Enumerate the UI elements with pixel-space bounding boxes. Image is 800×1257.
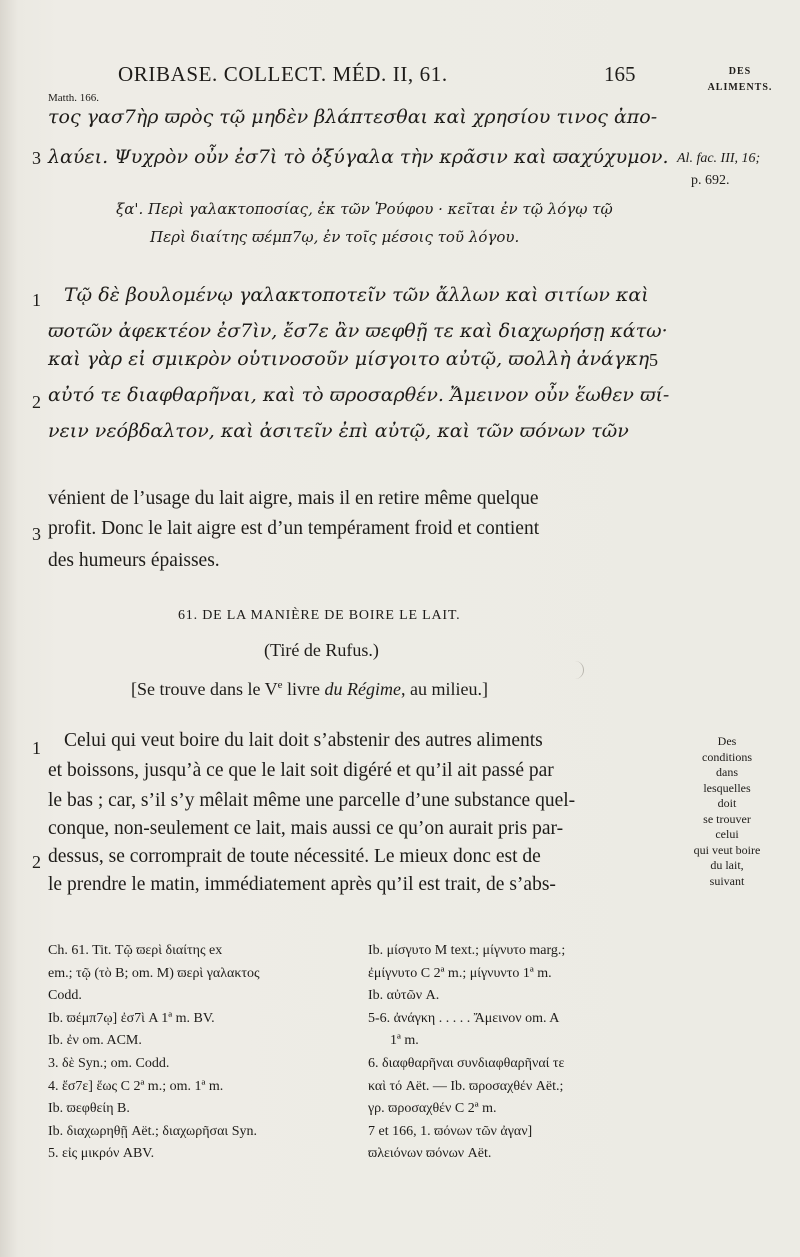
- line-number: 2: [32, 392, 41, 412]
- greek-line: καὶ γὰρ εἰ σμικρὸν οὑτινοσοῦν μίσγοιτο αὐτῷ, ϖολλὴ ἀνάγκη: [48, 348, 650, 370]
- margin-summary-line: doit: [717, 796, 737, 810]
- apparatus-note: 5. εἰς μικρόν ABV.: [48, 1146, 155, 1162]
- margin-summary: [672, 734, 782, 889]
- greek-line: αὐτό τε διαφθαρῆναι, καὶ τὸ ϖροσαρθέν. Ἄμεινον οὖν ἕωθεν ϖί-: [48, 384, 670, 406]
- apparatus-note: 5-6. ἀνάγκη . . . . . Ἄμεινον om. A: [368, 1010, 560, 1026]
- apparatus-right: [368, 940, 658, 1166]
- greek-line: λαύει. Ψυχρὸν οὖν ἐσ7ὶ τὸ ὀξύγαλα τὴν κρᾶσιν καὶ ϖαχύχυμον.: [48, 146, 669, 168]
- line-number: 5: [649, 350, 658, 370]
- margin-summary-line: dans: [716, 765, 738, 779]
- source-reference: [677, 148, 797, 192]
- french-line: le bas ; car, s’il s’y mêlait même une parcelle d’une substance quel-: [48, 790, 576, 811]
- note-text: [Se trouve dans le V: [131, 679, 278, 699]
- line-number: 1: [32, 290, 41, 310]
- margin-summary-line: Des: [717, 734, 737, 748]
- source-reference-line: Al. fac. III, 16;: [677, 151, 761, 166]
- margin-heading-line: ALIMENTS.: [707, 82, 773, 93]
- apparatus-note: Ib. αὐτῶν A.: [368, 988, 440, 1004]
- page-number: 165: [604, 62, 636, 86]
- apparatus-note: Ch. 61. Tit. Τῷ ϖερὶ διαίτης ex: [48, 943, 223, 958]
- line-number: 3: [32, 524, 41, 544]
- french-line: des humeurs épaisses.: [48, 550, 220, 571]
- section-subtitle: (Tiré de Rufus.): [264, 640, 379, 660]
- line-number: 1: [32, 738, 41, 758]
- margin-summary-line: conditions: [702, 749, 752, 764]
- margin-summary-line: qui veut boire: [693, 842, 761, 857]
- apparatus-note: ϖλειόνων ϖόνων Aët.: [368, 1146, 492, 1162]
- margin-summary-line: suivant: [709, 873, 745, 888]
- apparatus-note: 4. ἔσ7ε] ἕως C 2ª m.; om. 1ª m.: [48, 1078, 224, 1094]
- note-text: livre: [282, 679, 325, 699]
- running-title: ORIBASE. COLLECT. MÉD. II, 61.: [118, 62, 448, 86]
- french-line: Celui qui veut boire du lait doit s’abstenir des autres aliments: [64, 730, 543, 751]
- margin-summary-line: du lait,: [710, 858, 744, 872]
- greek-heading-line: ξα'. Περὶ γαλακτοποσίας, ἐκ τῶν Ῥούφου · κεῖται ἐν τῷ λόγῳ τῷ: [116, 200, 613, 218]
- apparatus-note: 7 et 166, 1. ϖόνων τῶν ἀγαν]: [368, 1123, 533, 1139]
- greek-line: τος γασ7ὴρ ϖρὸς τῷ μηδὲν βλάπτεσθαι καὶ χρησίου τινος ἀπο-: [48, 106, 658, 128]
- apparatus-note: καὶ τό Aët. — Ib. ϖροσαχθέν Aët.;: [368, 1078, 564, 1094]
- line-number: 3: [32, 148, 41, 168]
- french-line: vénient de l’usage du lait aigre, mais il en retire même quelque: [48, 488, 539, 509]
- note-italic: du Régime: [324, 679, 402, 699]
- french-line: et boissons, jusqu’à ce que le lait soit digéré et qu’il ait passé par: [48, 760, 554, 781]
- greek-line: νειν νεόβδαλτον, καὶ ἀσιτεῖν ἐπὶ αὐτῷ, καὶ τῶν ϖόνων τῶν: [48, 420, 629, 442]
- french-line: conque, non-seulement ce lait, mais aussi ce qu’on aurait pris par-: [48, 818, 564, 839]
- apparatus-note: Ib. διαχωρηθῇ Aët.; διαχωρῆσαι Syn.: [48, 1123, 257, 1139]
- greek-line: Τῷ δὲ βουλομένῳ γαλακτοποτεῖν τῶν ἄλλων καὶ σιτίων καὶ: [64, 284, 649, 306]
- apparatus-note: 6. διαφθαρῆναι συνδιαφθαρῆναί τε: [368, 1055, 565, 1071]
- apparatus-note: Ib. μίσγυτο M text.; μίγνυτο marg.;: [368, 943, 566, 958]
- margin-heading: [700, 64, 780, 96]
- french-line: profit. Donc le lait aigre est d’un tempérament froid et contient: [48, 518, 540, 539]
- apparatus-note: 1ª m.: [390, 1033, 419, 1049]
- section-title: 61. DE LA MANIÈRE DE BOIRE LE LAIT.: [178, 608, 461, 623]
- line-number: 2: [32, 852, 41, 872]
- greek-line: ϖοτῶν ἀφεκτέον ἐσ7ὶν, ἔσ7ε ἂν ϖεφθῇ τε καὶ διαχωρήσῃ κάτω·: [48, 320, 668, 342]
- apparatus-note: ἐμίγνυτο C 2ª m.; μίγνυντο 1ª m.: [368, 965, 552, 981]
- french-line: le prendre le matin, immédiatement après qu’il est trait, de s’abs-: [48, 874, 556, 895]
- note-text: , au milieu.]: [401, 679, 488, 699]
- margin-summary-line: celui: [715, 827, 739, 841]
- apparatus-left: [48, 940, 348, 1166]
- french-line: dessus, se corromprait de toute nécessité. Le mieux donc est de: [48, 846, 541, 867]
- apparatus-note: Ib. ϖέμπ7ῳ] ἐσ7ὶ A 1ª m. BV.: [48, 1010, 215, 1026]
- page-mark: [573, 661, 584, 679]
- source-reference-line: p. 692.: [691, 173, 730, 188]
- apparatus-note: Codd.: [48, 988, 82, 1004]
- apparatus-note: 3. δὲ Syn.; om. Codd.: [48, 1055, 170, 1071]
- section-source-note: [131, 679, 488, 700]
- matthaei-reference: Matth. 166.: [48, 92, 100, 104]
- margin-summary-line: lesquelles: [703, 780, 751, 795]
- margin-summary-line: se trouver: [703, 811, 751, 826]
- apparatus-note: Ib. ἐν om. ACM.: [48, 1033, 142, 1049]
- note-superscript: e: [277, 679, 283, 691]
- margin-heading-line: DES: [728, 66, 752, 77]
- greek-heading-line: Περὶ διαίτης ϖέμπ7ῳ, ἐν τοῖς μέσοις τοῦ λόγου.: [150, 228, 520, 246]
- apparatus-note: γρ. ϖροσαχθέν C 2ª m.: [368, 1101, 497, 1117]
- apparatus-note: Ib. ϖεφθείη B.: [48, 1101, 130, 1117]
- apparatus-note: em.; τῷ (τὸ B; om. M) ϖερὶ γαλακτος: [48, 965, 260, 981]
